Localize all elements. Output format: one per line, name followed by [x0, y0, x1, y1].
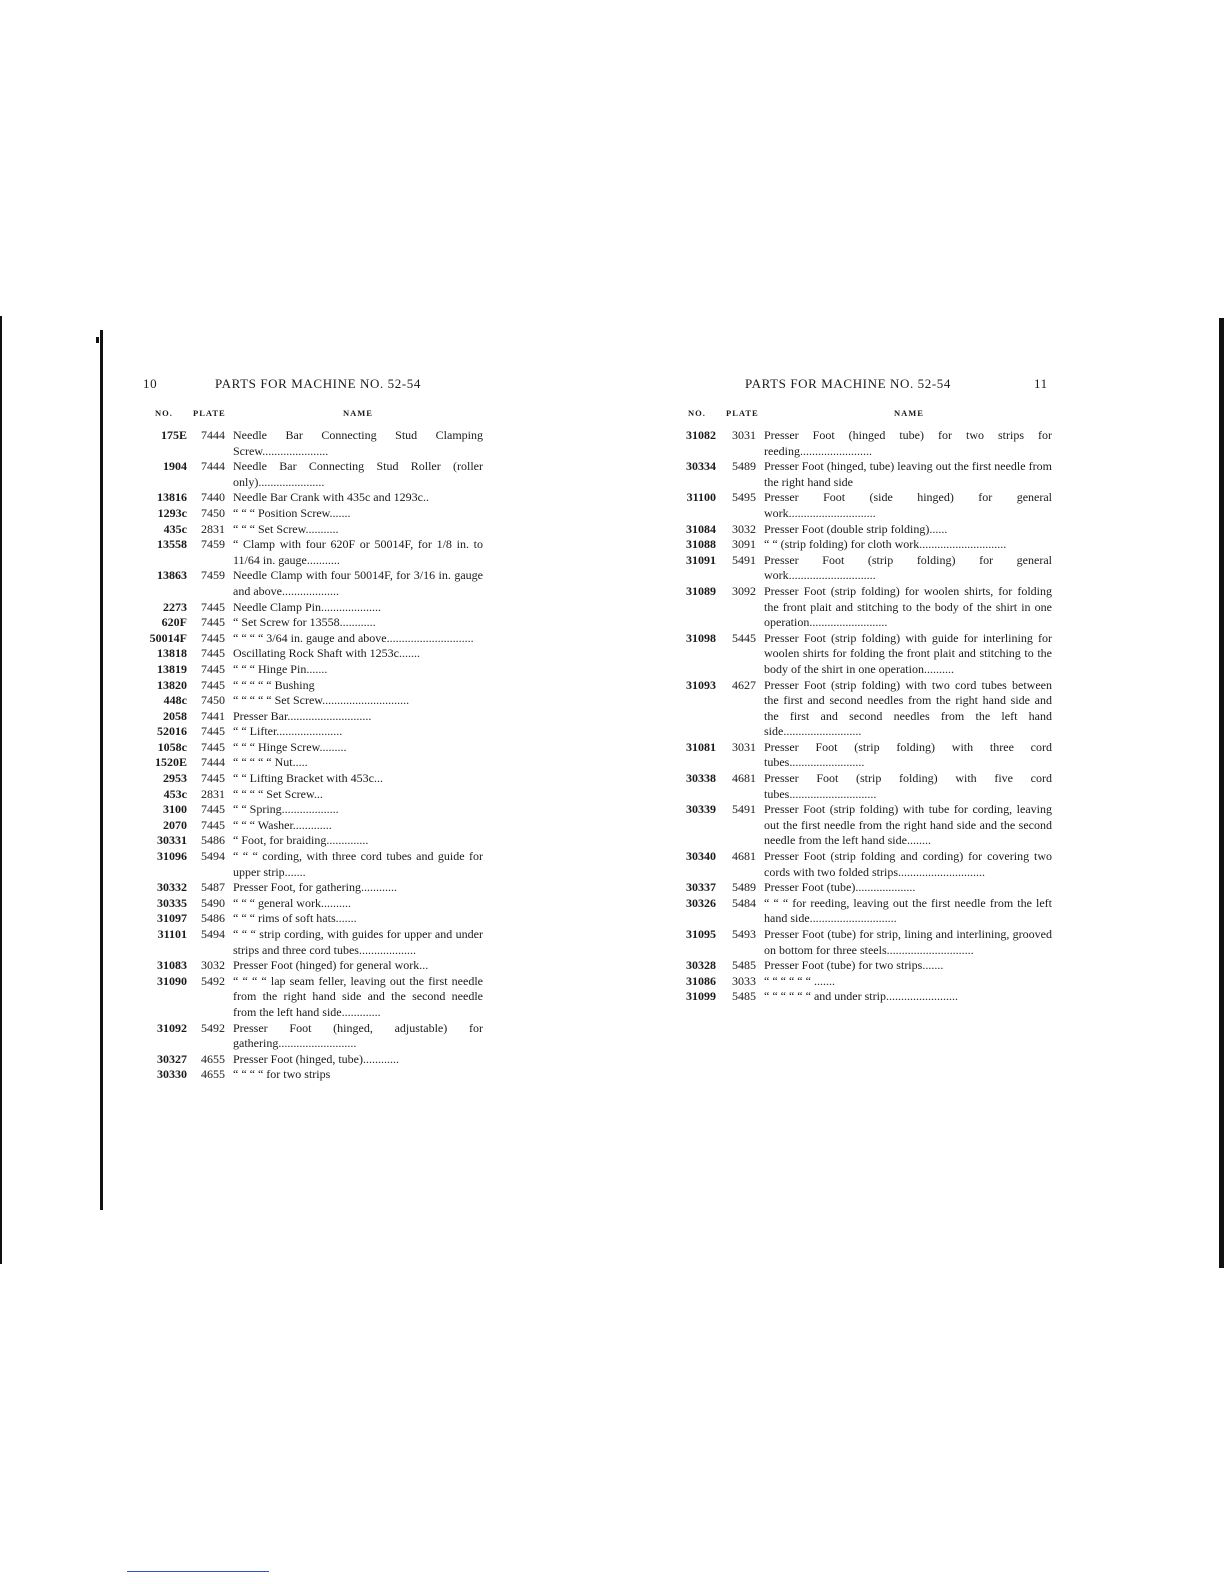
part-number: 30340: [686, 849, 716, 864]
part-name: Needle Bar Crank with 435c and 1293c..: [233, 490, 429, 505]
part-number: 31089: [686, 583, 716, 598]
part-name: “ Set Screw for 13558............: [233, 615, 376, 630]
part-number: 52016: [157, 724, 187, 739]
plate-number: 7445: [201, 646, 225, 661]
plate-number: 7441: [201, 708, 225, 723]
table-row: [143, 724, 483, 740]
table-row: [143, 709, 483, 725]
parts-list: [143, 428, 483, 1083]
table-row: [143, 927, 483, 958]
plate-number: 5490: [201, 895, 225, 910]
table-row: [143, 678, 483, 694]
part-number: 1520E: [154, 755, 187, 770]
part-name: Presser Foot, for gathering............: [233, 880, 397, 895]
part-name: “ “ “ “ “ “ .......: [764, 973, 835, 988]
part-name: Needle Clamp with four 50014F, for 3/16 in. gauge and above...................: [233, 568, 483, 598]
table-row: [676, 880, 1052, 896]
part-name: Presser Foot (strip folding) for woolen shirts, for folding the front plait and stitching to the body of the shirt in one operation..........................: [764, 583, 1052, 630]
part-name: Presser Foot (tube)....................: [764, 880, 916, 895]
part-name: Presser Foot (hinged tube) for two strips for reeding........................: [764, 428, 1052, 458]
table-row: [143, 833, 483, 849]
plate-number: 7445: [201, 661, 225, 676]
plate-number: 5485: [732, 958, 756, 973]
part-name: Presser Foot (side hinged) for general work.............................: [764, 490, 1052, 520]
part-number: 30337: [686, 880, 716, 895]
part-number: 13863: [157, 568, 187, 583]
part-name: “ “ “ “ “ Bushing: [233, 677, 315, 692]
table-row: [143, 693, 483, 709]
table-row: [676, 631, 1052, 678]
plate-number: 3032: [732, 521, 756, 536]
part-number: 30339: [686, 802, 716, 817]
plate-number: 4681: [732, 849, 756, 864]
part-number: 31093: [686, 677, 716, 692]
table-row: [143, 631, 483, 647]
part-name: “ “ “ “ 3/64 in. gauge and above.............................: [233, 630, 474, 645]
part-number: 30331: [157, 833, 187, 848]
plate-number: 5494: [201, 849, 225, 864]
plate-number: 7450: [201, 505, 225, 520]
table-row: [676, 537, 1052, 553]
part-name: “ “ “ rims of soft hats.......: [233, 911, 357, 926]
part-number: 2058: [163, 708, 187, 723]
table-row: [676, 802, 1052, 849]
part-name: “ “ “ for reeding, leaving out the first needle from the left hand side.............................: [764, 895, 1052, 926]
table-row: [676, 553, 1052, 584]
table-row: [143, 646, 483, 662]
part-number: 13818: [157, 646, 187, 661]
table-row: [676, 522, 1052, 538]
part-name: “ “ “ “ “ Nut.....: [233, 755, 308, 770]
part-name: “ “ (strip folding) for cloth work.............................: [764, 537, 1007, 552]
plate-number: 7445: [201, 615, 225, 630]
plate-number: 2831: [201, 521, 225, 536]
plate-number: 7445: [201, 802, 225, 817]
page-number: 10: [143, 376, 158, 391]
part-name: Oscillating Rock Shaft with 1253c.......: [233, 646, 420, 661]
table-row: [143, 880, 483, 896]
table-row: [676, 428, 1052, 459]
table-row: [143, 771, 483, 787]
table-row: [143, 896, 483, 912]
col-header-name: NAME: [894, 408, 924, 418]
part-number: 3100: [163, 802, 187, 817]
part-name: Presser Foot (double strip folding)......: [764, 521, 948, 536]
part-name: Presser Foot (strip folding) for general work.............................: [764, 552, 1052, 583]
book-spine-line: [100, 330, 103, 1210]
part-name: Presser Foot (hinged, tube) leaving out the first needle from the right hand side: [764, 459, 1052, 489]
table-row: [143, 740, 483, 756]
table-row: [676, 849, 1052, 880]
part-number: 30338: [686, 771, 716, 786]
part-name: Presser Foot (strip folding) with five cord tubes.............................: [764, 771, 1052, 801]
part-number: 30327: [157, 1051, 187, 1066]
part-number: 30326: [686, 895, 716, 910]
page-header: [143, 376, 483, 394]
part-number: 31099: [686, 989, 716, 1004]
part-name: “ “ “ Position Screw.......: [233, 505, 351, 520]
part-number: 2953: [163, 771, 187, 786]
plate-number: 5485: [732, 989, 756, 1004]
table-row: [143, 537, 483, 568]
part-number: 31081: [686, 739, 716, 754]
table-row: [676, 740, 1052, 771]
part-name: Presser Foot (strip folding) with two cord tubes between the first and second needles from the right hand side and the first and second needles from the left hand side..........................: [764, 677, 1052, 739]
part-number: 31082: [686, 428, 716, 442]
part-name: Needle Bar Connecting Stud Clamping Screw......................: [233, 428, 483, 458]
part-name: “ “ Spring...................: [233, 802, 339, 817]
part-name: “ “ “ “ “ “ and under strip........................: [764, 989, 958, 1004]
col-header-plate: PLATE: [726, 408, 759, 418]
running-title: PARTS FOR MACHINE NO. 52-54: [745, 376, 951, 391]
table-row: [143, 1021, 483, 1052]
part-number: 13558: [157, 537, 187, 552]
part-name: Presser Foot (hinged, adjustable) for gathering..........................: [233, 1020, 483, 1051]
plate-number: 7445: [201, 677, 225, 692]
part-number: 31090: [157, 973, 187, 988]
plate-number: 7440: [201, 490, 225, 505]
plate-number: 5494: [201, 927, 225, 941]
plate-number: 5493: [732, 927, 756, 941]
part-name: Presser Foot (strip folding) with guide for interlining for woolen shirts for folding the front plait and stitching to the body of the shirt in one operation..........: [764, 630, 1052, 676]
table-row: [676, 584, 1052, 631]
part-name: Needle Clamp Pin....................: [233, 599, 381, 614]
col-header-no: NO.: [155, 408, 173, 418]
part-number: 30335: [157, 895, 187, 910]
page-header: [676, 376, 1052, 394]
part-name: “ “ Lifting Bracket with 453c...: [233, 771, 383, 786]
table-row: [143, 600, 483, 616]
plate-number: 7444: [201, 755, 225, 770]
table-row: [143, 787, 483, 803]
plate-number: 4655: [201, 1051, 225, 1066]
part-name: Presser Foot (tube) for strip, lining and interlining, grooved on bottom for three steels.............................: [764, 927, 1052, 957]
left-page: [143, 376, 483, 1083]
table-row: [143, 662, 483, 678]
plate-number: 4655: [201, 1067, 225, 1082]
part-number: 620F: [161, 615, 187, 630]
table-row: [676, 896, 1052, 927]
table-row: [143, 974, 483, 1021]
scan-edge-left: [0, 316, 2, 1264]
part-number: 31097: [157, 911, 187, 926]
table-row: [676, 490, 1052, 521]
part-name: “ “ “ Washer.............: [233, 817, 332, 832]
plate-number: 3031: [732, 428, 756, 442]
part-name: Presser Foot (strip folding and cording) for covering two cords with two folded strips.............................: [764, 849, 1052, 879]
plate-number: 5445: [732, 630, 756, 645]
col-header-name: NAME: [343, 408, 373, 418]
part-name: “ “ “ Hinge Pin.......: [233, 661, 328, 676]
part-name: “ Foot, for braiding..............: [233, 833, 369, 848]
part-name: “ “ “ “ for two strips: [233, 1067, 331, 1082]
part-number: 50014F: [149, 630, 187, 645]
plate-number: 7445: [201, 739, 225, 754]
plate-number: 7445: [201, 724, 225, 739]
part-name: Presser Foot (hinged) for general work...: [233, 958, 429, 973]
part-number: 13816: [157, 490, 187, 505]
part-number: 435c: [163, 521, 187, 536]
part-number: 31092: [157, 1020, 187, 1035]
spine-mark: [96, 337, 99, 343]
part-number: 453c: [163, 786, 187, 801]
part-name: Presser Foot (hinged, tube)............: [233, 1051, 399, 1066]
footnote-rule: [127, 1571, 269, 1572]
scan-edge-right: [1219, 318, 1224, 1268]
plate-number: 5495: [732, 490, 756, 505]
part-name: “ “ “ Hinge Screw.........: [233, 739, 347, 754]
table-row: [143, 522, 483, 538]
table-row: [143, 818, 483, 834]
table-row: [676, 958, 1052, 974]
part-name: Presser Bar............................: [233, 708, 372, 723]
part-number: 31083: [157, 958, 187, 973]
right-page: [676, 376, 1052, 1005]
col-header-plate: PLATE: [193, 408, 226, 418]
part-number: 30330: [157, 1067, 187, 1082]
plate-number: 4627: [732, 677, 756, 692]
table-row: [676, 974, 1052, 990]
plate-number: 7445: [201, 771, 225, 786]
plate-number: 7445: [201, 817, 225, 832]
plate-number: 5484: [732, 895, 756, 910]
plate-number: 7444: [201, 459, 225, 474]
table-row: [143, 849, 483, 880]
part-number: 30334: [686, 459, 716, 474]
plate-number: 7459: [201, 568, 225, 583]
part-name: “ “ “ “ “ Set Screw.............................: [233, 693, 410, 708]
table-row: [143, 958, 483, 974]
part-number: 31100: [686, 490, 716, 505]
table-row: [676, 989, 1052, 1005]
plate-number: 7445: [201, 599, 225, 614]
part-name: “ “ “ cording, with three cord tubes and guide for upper strip.......: [233, 849, 483, 879]
plate-number: 3091: [732, 537, 756, 552]
plate-number: 3092: [732, 583, 756, 598]
table-row: [143, 568, 483, 599]
part-name: “ Clamp with four 620F or 50014F, for 1/8 in. to 11/64 in. gauge...........: [233, 537, 483, 567]
table-row: [143, 1067, 483, 1083]
column-headers: [676, 408, 1052, 426]
part-number: 31091: [686, 552, 716, 567]
part-name: Presser Foot (strip folding) with tube for cording, leaving out the first needle from the right hand side and the second needle from the left hand side........: [764, 802, 1052, 848]
part-number: 30332: [157, 880, 187, 895]
plate-number: 5491: [732, 802, 756, 817]
part-name: “ “ “ general work..........: [233, 895, 351, 910]
table-row: [143, 755, 483, 771]
plate-number: 7445: [201, 630, 225, 645]
part-number: 31095: [686, 927, 716, 941]
table-row: [143, 1052, 483, 1068]
plate-number: 5487: [201, 880, 225, 895]
plate-number: 7444: [201, 428, 225, 442]
table-row: [143, 459, 483, 490]
table-row: [676, 927, 1052, 958]
part-number: 31084: [686, 521, 716, 536]
plate-number: 5489: [732, 880, 756, 895]
plate-number: 3032: [201, 958, 225, 973]
plate-number: 7459: [201, 537, 225, 552]
plate-number: 5492: [201, 973, 225, 988]
plate-number: 4681: [732, 771, 756, 786]
part-number: 13820: [157, 677, 187, 692]
plate-number: 7450: [201, 693, 225, 708]
plate-number: 2831: [201, 786, 225, 801]
plate-number: 3031: [732, 739, 756, 754]
part-number: 31098: [686, 630, 716, 645]
table-row: [143, 428, 483, 459]
col-header-no: NO.: [688, 408, 706, 418]
part-number: 2070: [163, 817, 187, 832]
part-name: “ “ “ “ lap seam feller, leaving out the first needle from the right hand side and the second needle from the left hand side.............: [233, 973, 483, 1019]
table-row: [143, 802, 483, 818]
plate-number: 5486: [201, 911, 225, 926]
part-name: “ “ “ “ Set Screw...: [233, 786, 323, 801]
plate-number: 3033: [732, 973, 756, 988]
table-row: [676, 678, 1052, 740]
part-number: 31086: [686, 973, 716, 988]
part-name: “ “ “ Set Screw...........: [233, 521, 339, 536]
part-number: 31096: [157, 849, 187, 864]
part-name: Presser Foot (strip folding) with three cord tubes.........................: [764, 739, 1052, 770]
running-title: PARTS FOR MACHINE NO. 52-54: [215, 376, 421, 391]
part-number: 2273: [163, 599, 187, 614]
part-number: 175E: [160, 428, 187, 442]
part-name: “ “ “ strip cording, with guides for upper and under strips and three cord tubes...................: [233, 927, 483, 957]
table-row: [676, 459, 1052, 490]
table-row: [143, 506, 483, 522]
part-number: 31088: [686, 537, 716, 552]
plate-number: 5491: [732, 552, 756, 567]
plate-number: 5486: [201, 833, 225, 848]
part-number: 1058c: [157, 739, 187, 754]
part-name: Needle Bar Connecting Stud Roller (roller only)......................: [233, 459, 483, 489]
plate-number: 5489: [732, 459, 756, 474]
part-number: 13819: [157, 661, 187, 676]
column-headers: [143, 408, 483, 426]
table-row: [143, 615, 483, 631]
table-row: [676, 771, 1052, 802]
part-name: “ “ Lifter......................: [233, 724, 343, 739]
table-row: [143, 490, 483, 506]
part-number: 1904: [163, 459, 187, 474]
part-number: 448c: [163, 693, 187, 708]
part-number: 30328: [686, 958, 716, 973]
page-number: 11: [1034, 376, 1048, 391]
part-number: 31101: [157, 927, 187, 941]
plate-number: 5492: [201, 1020, 225, 1035]
parts-list: [676, 428, 1052, 1005]
part-number: 1293c: [157, 505, 187, 520]
table-row: [143, 911, 483, 927]
part-name: Presser Foot (tube) for two strips.......: [764, 958, 944, 973]
